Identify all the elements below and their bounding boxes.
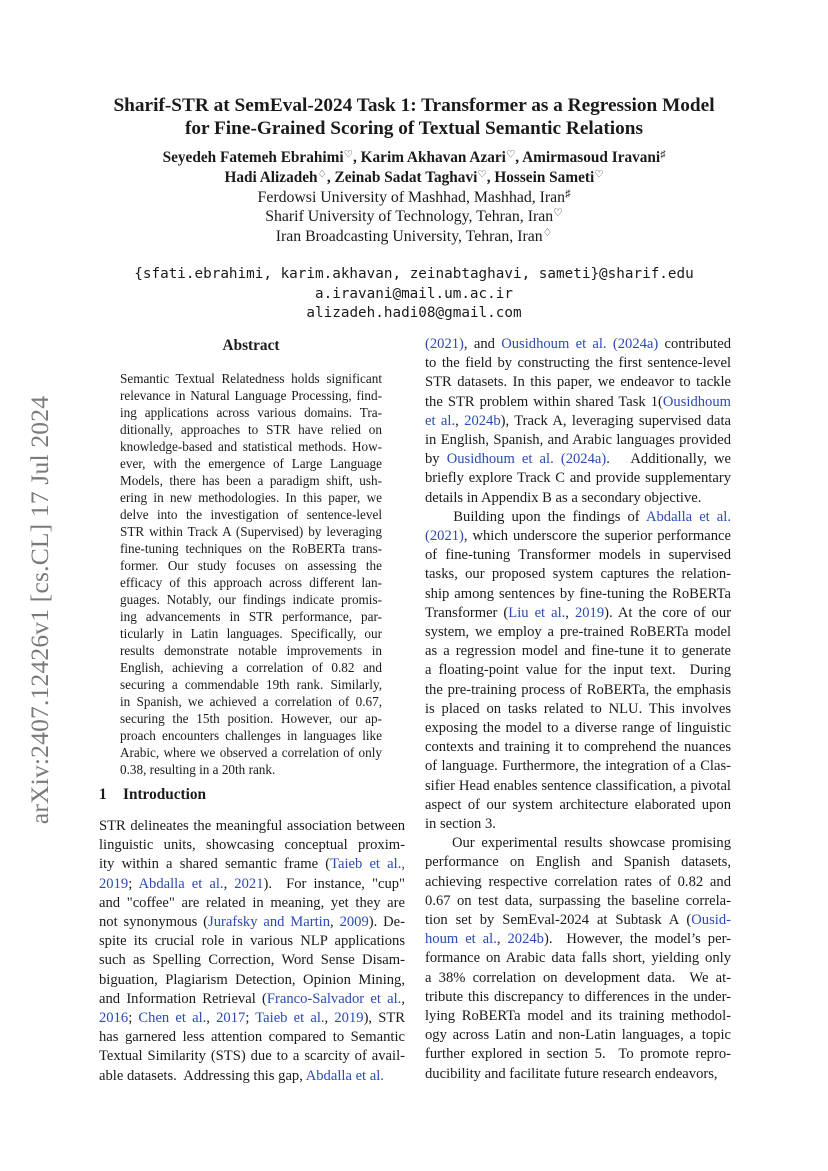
body-text: ship among sentences by fine-tuning the RoBERTa [425, 585, 731, 602]
body-line [99, 972, 405, 989]
body-text: , [496, 931, 508, 948]
body-text: STR datasets. In this paper, we endeavor to tackle [425, 374, 731, 391]
body-text: linguistic units, showcasing conceptual proxim- [99, 837, 405, 854]
author-name: Amirmasoud Iravani [522, 149, 661, 166]
abstract-line: efficacy of this approach across different lan- [120, 575, 382, 590]
citation-link[interactable]: 2019 [334, 1010, 364, 1026]
body-line [425, 778, 731, 795]
body-line [425, 451, 731, 468]
abstract-line: in Spanish, we achieved a correlation of 0.67, [120, 694, 382, 709]
body-text: tasks, our proposed system captures the relation- [425, 566, 731, 583]
author-line-1 [0, 149, 828, 167]
citation-link[interactable]: Chen et al. [138, 1010, 207, 1026]
citation-link[interactable]: 2019 [574, 604, 605, 621]
author-name: Zeinab Sadat Taghavi [334, 169, 478, 186]
abstract-line: delve into the investigation of sentence-level [120, 507, 382, 522]
affiliation-mark: ♡ [477, 169, 487, 181]
abstract-line: securing a commendable 19th rank. Similarly, [120, 677, 382, 692]
body-line [425, 605, 731, 622]
body-line [425, 490, 731, 507]
citation-link[interactable]: 2024b [507, 931, 544, 948]
body-text: Textual Similarity (STS) due to a scarcity of avail- [99, 1048, 405, 1065]
body-line [425, 912, 731, 929]
body-line [99, 991, 405, 1008]
affiliation-mark: ♡ [343, 149, 353, 161]
affiliation-text: Sharif University of Technology, Tehran, Iran [265, 208, 554, 225]
body-line [425, 528, 731, 545]
body-text: in English, Spanish, and Arabic languages provided [425, 432, 731, 448]
affiliation-mark: ♡ [594, 169, 604, 181]
affiliation-line [0, 189, 828, 207]
body-text: . Additionally, we [606, 451, 731, 468]
body-line [99, 952, 405, 969]
email-line-1: {sfati.ebrahimi, karim.akhavan, zeinabtaghavi, sameti}@sharif.edu [134, 266, 694, 282]
email-line-3: alizadeh.hadi08@gmail.com [306, 305, 522, 321]
section-number: 1 [99, 786, 107, 803]
body-text: , [206, 1010, 217, 1026]
body-line [99, 1048, 405, 1065]
abstract-line: Models, there has been a paradigm shift, ush- [120, 473, 382, 488]
citation-link[interactable]: 2009 [339, 914, 369, 930]
citation-link[interactable]: Taieb et al., [330, 856, 405, 873]
body-text: as a regression model and fine-tune it to generate [425, 643, 731, 660]
body-line [425, 413, 731, 430]
affiliation-mark: ♯ [660, 149, 666, 161]
citation-link[interactable]: Ousidhoum et al. [446, 451, 554, 468]
abstract-line: ering in new methodologies. In this paper, we [120, 490, 382, 505]
body-line [425, 643, 731, 660]
body-text: sifier Head enables sentence classification, a pivotal [425, 777, 731, 794]
affiliation-mark: ♢ [317, 169, 327, 181]
citation-link[interactable]: 2019 [99, 875, 129, 892]
body-text: achieving respective correlation rates of 0.82 and [425, 873, 731, 890]
affiliation-line [0, 208, 828, 226]
body-text: of fine-tuning Transformer models in supervised [425, 547, 731, 564]
body-text: , and [463, 336, 502, 352]
body-text: , [223, 875, 235, 892]
abstract-line: 0.38, resulting in a 20th rank. [120, 762, 276, 777]
body-text: and Information Retrieval ( [99, 990, 267, 1007]
body-line [425, 758, 731, 775]
body-line [425, 720, 731, 737]
affiliation-text: Ferdowsi University of Mashhad, Mashhad, Iran [257, 189, 566, 206]
body-line [425, 854, 731, 871]
body-text: ; [128, 875, 139, 892]
body-line [425, 624, 731, 641]
body-line [99, 1068, 405, 1085]
body-text: , [455, 412, 465, 429]
body-line [425, 1066, 731, 1083]
body-text: to the field by constructing the first sentence-level [425, 355, 731, 372]
citation-link[interactable]: et al. [425, 412, 456, 429]
body-line [425, 470, 731, 487]
body-text: STR delineates the meaningful association between [99, 818, 405, 834]
body-line [425, 893, 731, 910]
body-text: Building upon the findings of [425, 508, 646, 525]
author-line-2 [0, 169, 828, 187]
body-text: ity within a shared semantic frame ( [99, 856, 331, 873]
citation-link[interactable]: Ousid- [691, 912, 731, 928]
citation-link[interactable]: (2024a) [560, 451, 607, 468]
body-line [99, 818, 405, 835]
abstract-line: knowledge-based and statistical methods. How- [120, 439, 382, 454]
body-text: details in Appendix B as a secondary objective. [425, 489, 702, 506]
body-line [425, 989, 731, 1006]
body-text: lying RoBERTa model and its training methodol- [425, 1008, 731, 1024]
body-text: ). De- [368, 914, 406, 930]
author-separator: , [515, 149, 523, 166]
body-line [425, 797, 731, 814]
body-text: performance on English and Spanish datasets, [425, 854, 731, 871]
body-line [425, 874, 731, 891]
body-text: not synonymous ( [99, 914, 209, 930]
affiliation-mark: ♡ [505, 149, 516, 161]
body-line [99, 856, 405, 873]
citation-link[interactable]: 2024b [464, 412, 501, 429]
author-name: Hadi Alizadeh [224, 169, 318, 186]
abstract-line: ditionally, approaches to STR have relied on [120, 422, 382, 437]
body-line [425, 1027, 731, 1044]
body-text: , [565, 604, 575, 621]
body-line [425, 566, 731, 583]
citation-link[interactable]: Abdalla et al. [305, 1067, 384, 1084]
citation-link[interactable]: Jurafsky and Martin [208, 914, 331, 930]
body-line [99, 1029, 405, 1046]
abstract-line: English, achieving a correlation of 0.82 and [120, 660, 382, 675]
citation-link[interactable]: Franco-Salvador et al. [266, 990, 402, 1007]
abstract-line: STR within Track A (Supervised) by leveraging [120, 524, 382, 539]
author-separator: , [326, 169, 335, 186]
arxiv-identifier-text: arXiv:2407.12426v1 [cs.CL] 17 Jul 2024 [25, 395, 54, 825]
body-text: exposing the model to a diverse range of linguistic [425, 720, 731, 736]
body-line [425, 662, 731, 679]
body-text: contexts and training it to comprehend the nuances [425, 739, 731, 756]
affiliation-mark: ♯ [565, 188, 571, 201]
citation-link[interactable]: (2021) [425, 528, 464, 544]
body-text: biguation, Plagiarism Detection, Opinion Mining, [99, 971, 405, 988]
abstract-line: securing the 15th position. However, our ap- [120, 711, 382, 726]
body-text: aspect of our system architecture elaborated upon [425, 796, 731, 813]
body-text: has garnered less attention compared to Semantic [99, 1029, 405, 1046]
body-text: ogy across Latin and non-Latin languages, a topic [425, 1027, 731, 1044]
citation-link[interactable]: Ousidhoum [662, 393, 731, 410]
body-line [425, 701, 731, 718]
body-line [99, 837, 405, 854]
body-line [425, 394, 731, 411]
body-text: in section 3. [425, 816, 496, 832]
body-text: a floating-point value for the input text. During [425, 662, 731, 679]
body-line [425, 586, 731, 603]
body-line [425, 931, 731, 948]
body-line [425, 547, 731, 564]
body-text: by [425, 451, 447, 468]
citation-link[interactable]: Ousidhoum et al. [501, 336, 607, 352]
body-text: tion set by SemEval-2024 at Subtask A ( [425, 912, 692, 928]
citation-link[interactable]: houm et al. [425, 931, 497, 948]
abstract-line: relevance in Natural Language Processing, find- [120, 388, 382, 403]
body-text: and "coffee" are related in meaning, yet they are [99, 894, 405, 911]
body-line [425, 374, 731, 391]
abstract-line: ever, with the emergence of Large Language [120, 456, 382, 471]
email-line-2: a.iravani@mail.um.ac.ir [315, 286, 513, 302]
abstract-line: Arabic, where we observed a correlation of only [120, 745, 382, 760]
author-name: Karim Akhavan Azari [360, 149, 506, 166]
abstract-line: ing applications across various domains. Tra- [120, 405, 382, 420]
affiliation-mark: ♢ [542, 227, 553, 240]
author-name: Hossein Sameti [494, 169, 595, 186]
abstract-line: ticularly in Latin languages. Specifically, our [120, 626, 382, 641]
citation-link[interactable]: 2016 [99, 1010, 129, 1026]
paper-title-line-2: for Fine-Grained Scoring of Textual Semantic Relations [184, 118, 644, 139]
citation-link[interactable]: Abdalla et al. [138, 875, 224, 892]
body-line [425, 336, 731, 353]
body-line [425, 682, 731, 699]
body-text: Transformer ( [425, 604, 509, 621]
section-heading [99, 786, 206, 804]
body-line [99, 933, 405, 950]
section-title: Introduction [123, 786, 207, 803]
body-line [425, 509, 731, 526]
body-line [425, 835, 731, 852]
citation-link[interactable]: Liu et al. [508, 604, 566, 621]
body-line [99, 1010, 405, 1027]
abstract-line: proach encounters challenges in languages like [120, 728, 382, 743]
body-text: system, we employ a pre-trained RoBERTa model [425, 624, 731, 640]
affiliation-mark: ♡ [553, 207, 563, 220]
body-line [425, 970, 731, 987]
body-text: , which underscore the superior performance [463, 528, 731, 544]
body-text: ). However, the model’s per- [543, 931, 731, 948]
body-text: , [330, 914, 340, 930]
body-line [425, 739, 731, 756]
body-text: the STR problem within shared Task 1( [425, 393, 663, 410]
body-line [425, 355, 731, 372]
body-line [425, 950, 731, 967]
body-text: spite its crucial role in various NLP applications [99, 933, 405, 950]
citation-link[interactable]: 2021 [234, 875, 264, 892]
body-text: such as Spelling Correction, Word Sense Disam- [99, 952, 405, 969]
body-text: ), STR [363, 1010, 406, 1026]
body-text: the pre-training process of RoBERTa, the emphasis [425, 681, 731, 698]
citation-link[interactable]: 2017 [216, 1010, 246, 1026]
abstract-line: results demonstrate notable improvements in [120, 643, 382, 658]
paper-title-line-1: Sharif-STR at SemEval-2024 Task 1: Transformer as a Regression Model [113, 95, 715, 116]
body-text: a 38% correlation on development data. We at- [425, 969, 731, 986]
citation-link[interactable]: (2021) [425, 336, 464, 352]
body-text: ), Track A, leveraging supervised data [500, 412, 731, 429]
body-text: ). For instance, "cup" [263, 875, 405, 892]
citation-link[interactable]: Taieb et al. [255, 1010, 325, 1026]
citation-link[interactable]: (2024a) [612, 336, 659, 352]
citation-link[interactable]: Abdalla et al. [645, 508, 731, 525]
body-text: , [401, 990, 405, 1007]
body-text: ). At the core of our [604, 604, 732, 621]
body-text: , [324, 1010, 335, 1026]
affiliation-text: Iran Broadcasting University, Tehran, Iran [275, 228, 543, 245]
abstract-line: guages. Notably, our findings indicate promis- [120, 592, 382, 607]
body-line [99, 914, 405, 931]
body-text: ; [128, 1010, 139, 1026]
abstract-line: Semantic Textual Relatedness holds significant [120, 371, 382, 386]
author-name: Seyedeh Fatemeh Ebrahimi [162, 149, 344, 166]
body-text: tribute this discrepancy to differences in the under- [425, 988, 731, 1005]
body-line [425, 1008, 731, 1025]
abstract-line: fine-tuning techniques on the RoBERTa trans- [120, 541, 382, 556]
body-text: 0.67 on test data, surpassing the baseline correla- [425, 892, 731, 909]
abstract-heading: Abstract [222, 337, 280, 354]
arxiv-identifier [0, 370, 80, 850]
author-separator: , [486, 169, 495, 186]
author-separator: , [352, 149, 361, 166]
body-line [99, 895, 405, 912]
body-text: is placed on tasks related to NLU. This involves [425, 700, 731, 717]
body-text: ; [245, 1010, 256, 1026]
affiliation-line [0, 228, 828, 246]
body-text: of language. Furthermore, the integration of a Clas- [425, 758, 731, 775]
body-text: Our experimental results showcase promising [425, 835, 731, 852]
body-line [99, 876, 405, 893]
body-text [554, 451, 561, 467]
body-line [425, 816, 731, 833]
body-line [425, 1046, 731, 1063]
body-text: further explored in section 5. To promote repro- [425, 1046, 731, 1063]
abstract-line: former. Our study focuses on assessing the [120, 558, 382, 573]
body-text: formance on Arabic data falls short, yielding only [425, 950, 731, 967]
body-text: contributed [658, 336, 731, 352]
body-line [425, 432, 731, 449]
body-text: able datasets. Addressing this gap, [99, 1067, 306, 1084]
body-text: briefly explore Track C and provide supplementary [425, 470, 731, 487]
body-text: ducibility and facilitate future research endeavors, [425, 1065, 718, 1082]
abstract-line: ing advancements in STR performance, par- [120, 609, 382, 624]
